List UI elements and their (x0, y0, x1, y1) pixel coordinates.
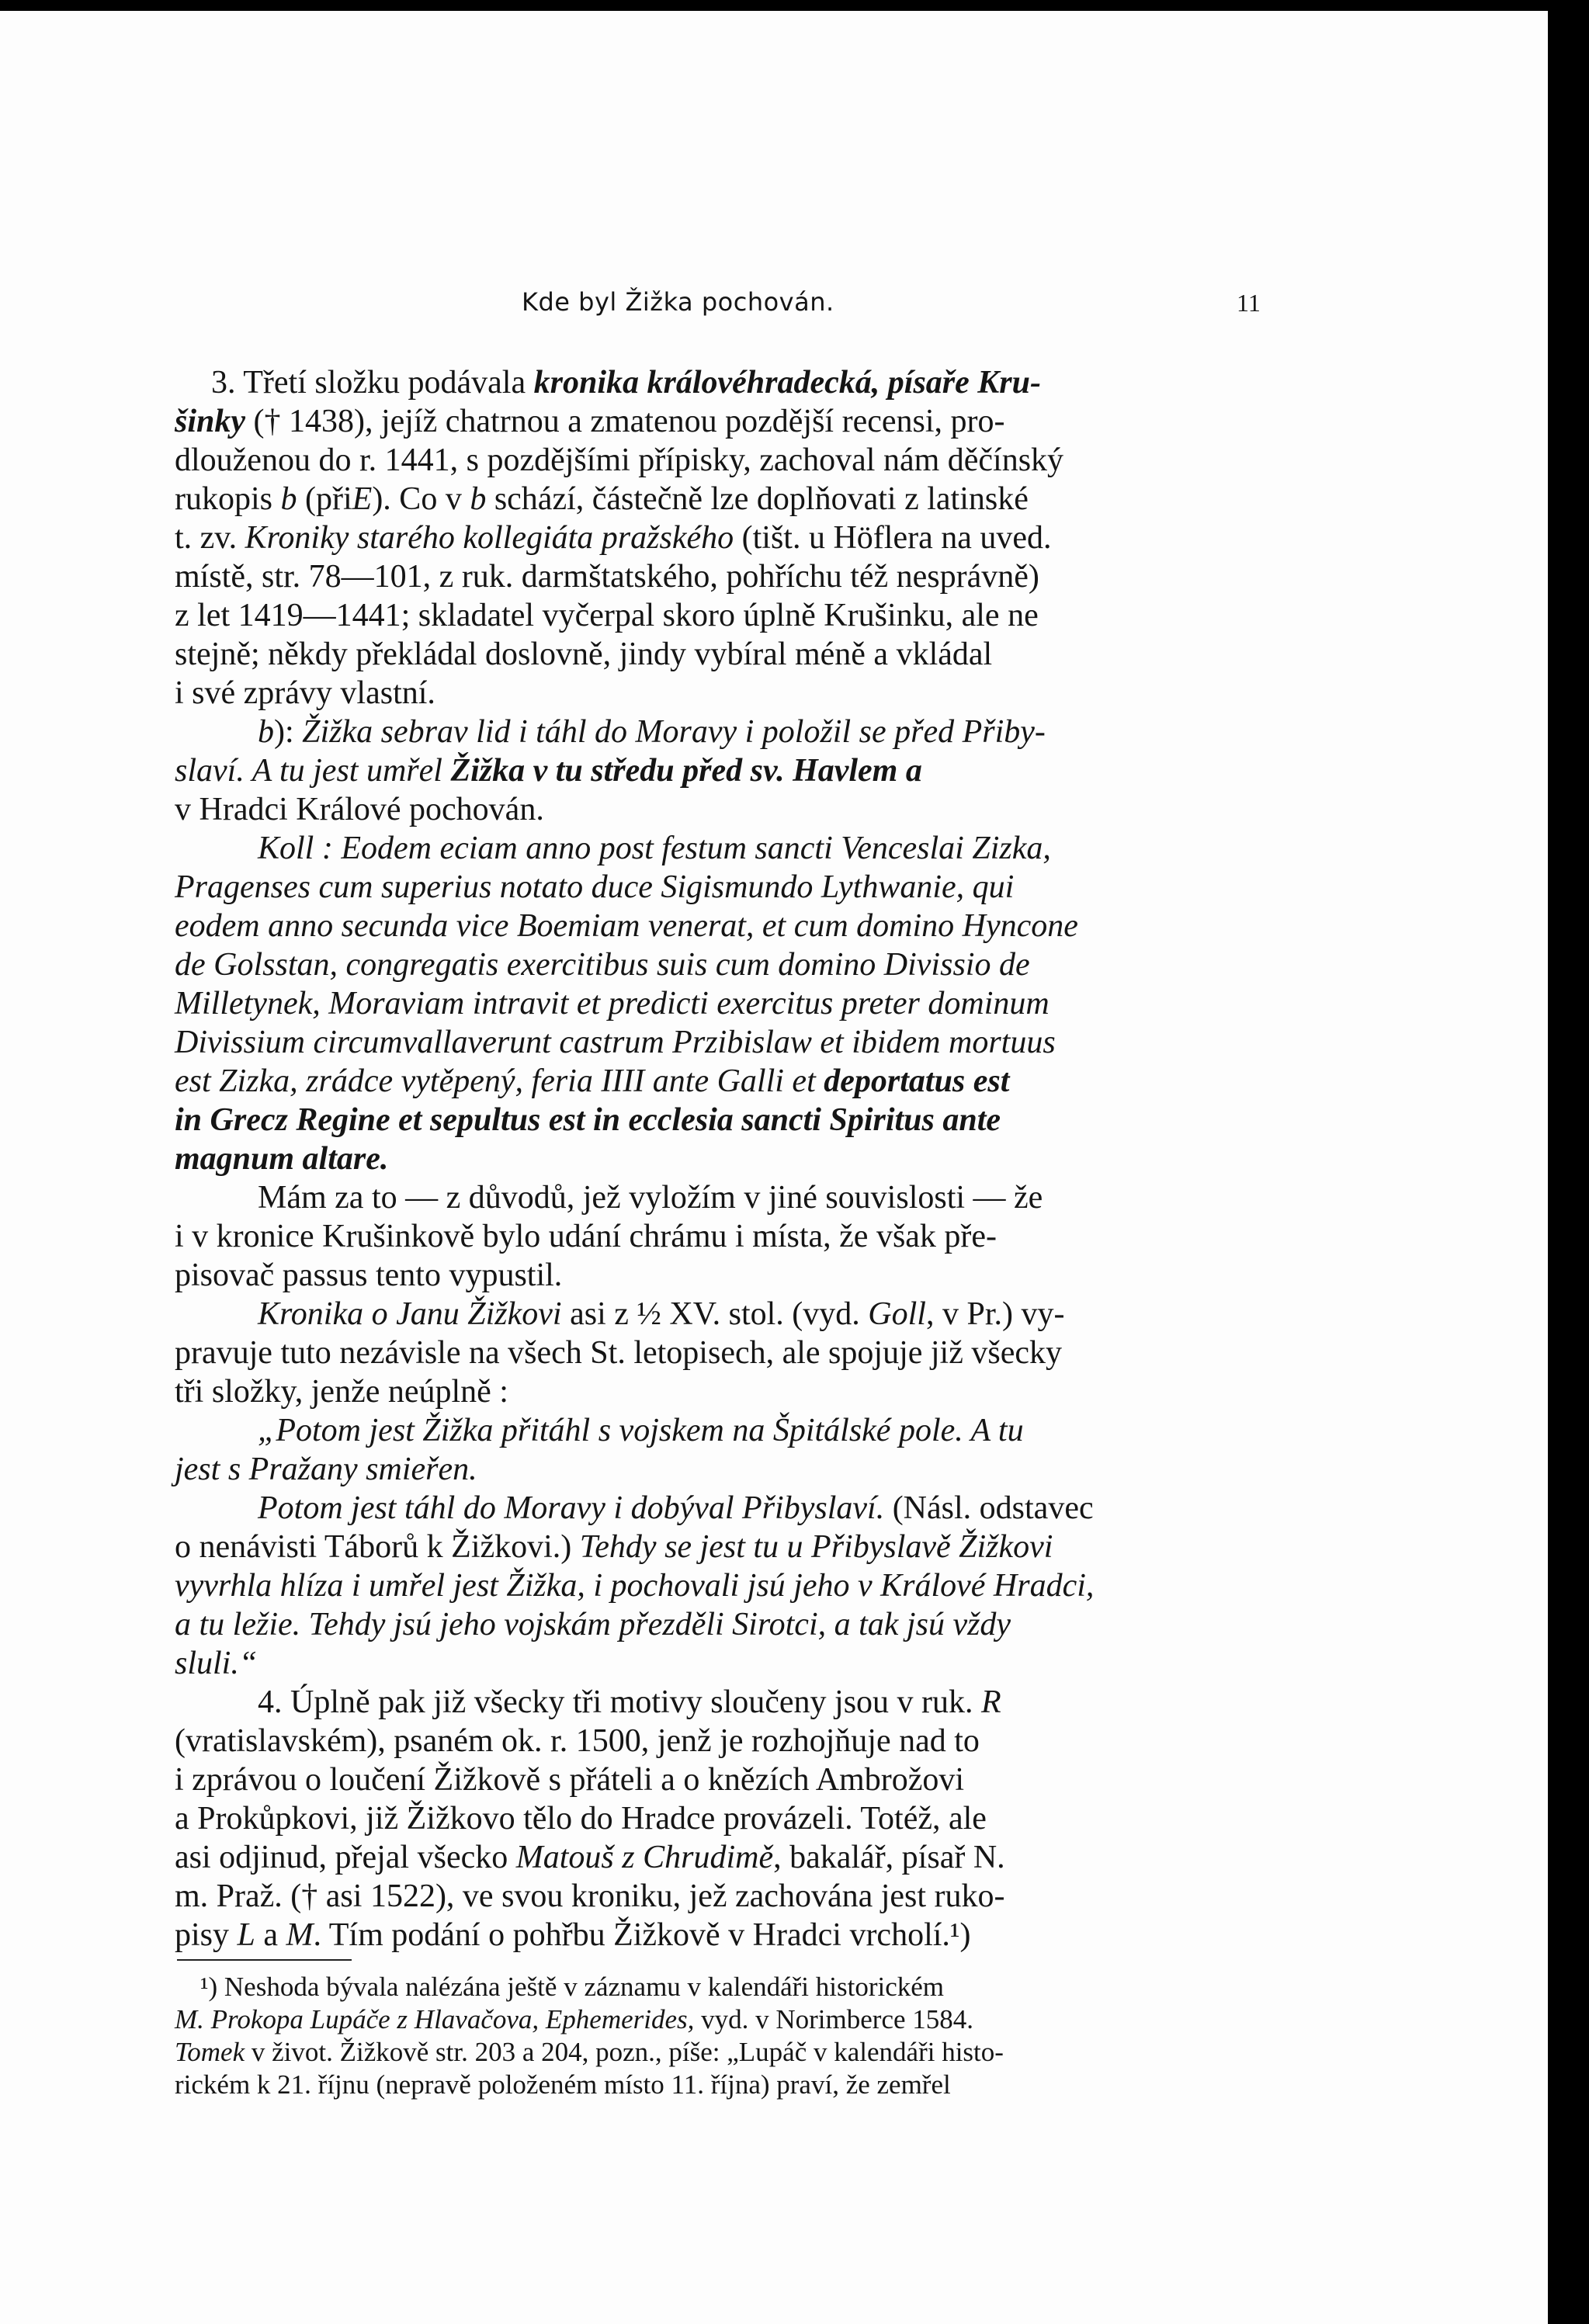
text-line: a tu ležie. Tehdy jsú jeho vojskám přezděli Sirotci, a tak jsú vždy (175, 1607, 1011, 1642)
text-line: Koll : Eodem eciam anno post festum sancti Venceslai Zizka, (258, 831, 1051, 866)
text-line: b): Žižka sebrav lid i táhl do Moravy i položil se před Přiby- (258, 714, 1046, 750)
text-line: rukopis b (přiE). Co v b schází, částečně lze doplňovati z latinské (175, 481, 1029, 517)
text-line: v Hradci Králové pochován. (175, 792, 544, 827)
text-line: slaví. A tu jest umřel Žižka v tu středu před sv. Havlem a (175, 753, 922, 789)
footnote-line: rickém k 21. říjnu (nepravě položeném místo 11. října) praví, že zemřel (175, 2069, 951, 2100)
text-line: in Grecz Regine et sepultus est in ecclesia sancti Spiritus ante (175, 1102, 1001, 1138)
text-line: est Zizka, zrádce vytěpený, feria IIII ante Galli et deportatus est (175, 1063, 1010, 1099)
text-line: i v kronice Krušinkově bylo udání chrámu i místa, že však pře- (175, 1219, 997, 1254)
text-line: dlouženou do r. 1441, s pozdějšími přípisky, zachoval nám děčínský (175, 442, 1064, 478)
text-line: asi odjinud, přejal všecko Matouš z Chrudimě, bakalář, písař N. (175, 1840, 1005, 1875)
text-line: „Potom jest Žižka přitáhl s vojskem na Špitálské pole. A tu (258, 1413, 1024, 1448)
text-line: Kronika o Janu Žižkovi asi z ½ XV. stol. (vyd. Goll, v Pr.) vy- (258, 1296, 1065, 1332)
text-line: tři složky, jenže neúplně : (175, 1374, 508, 1410)
footnote-rule (177, 1959, 352, 1961)
text-line: o nenávisti Táborů k Žižkovi.) Tehdy se jest tu u Přibyslavě Žižkovi (175, 1529, 1053, 1565)
text-line: a Prokůpkovi, již Žižkovo tělo do Hradce provázeli. Totéž, ale (175, 1801, 987, 1837)
text-line: de Golsstan, congregatis exercitibus suis cum domino Divissio de (175, 947, 1030, 983)
text-line: Milletynek, Moraviam intravit et predicti exercitus preter dominum (175, 986, 1050, 1022)
text-line: 3. Třetí složku podávala kronika královéhradecká, písaře Kru- (211, 365, 1041, 401)
text-line: pravuje tuto nezávisle na všech St. letopisech, ale spojuje již všecky (175, 1335, 1062, 1371)
text-line: Pragenses cum superius notato duce Sigismundo Lythwanie, qui (175, 869, 1015, 905)
text-line: jest s Pražany smieřen. (175, 1452, 477, 1487)
text-line: vyvrhla hlíza i umřel jest Žižka, i pochovali jsú jeho v Králové Hradci, (175, 1568, 1095, 1604)
text-line: 4. Úplně pak již všecky tři motivy sloučeny jsou v ruk. R (258, 1684, 1001, 1720)
scan-border-right (1548, 0, 1589, 2324)
text-line: pisovač passus tento vypustil. (175, 1257, 563, 1293)
running-title: Kde byl Žižka pochován. (522, 287, 834, 317)
text-line: pisy L a M. Tím podání o pohřbu Žižkově v Hradci vrcholí.¹) (175, 1917, 971, 1953)
footnote-line: Tomek v život. Žižkově str. 203 a 204, pozn., píše: „Lupáč v kalendáři histo- (175, 2037, 1004, 2067)
text-line: místě, str. 78—101, z ruk. darmštatského, pohříchu též nesprávně) (175, 559, 1039, 595)
text-line: Potom jest táhl do Moravy i dobýval Přibyslaví. (Násl. odstavec (258, 1490, 1094, 1526)
text-line: z let 1419—1441; skladatel vyčerpal skoro úplně Krušinku, ale ne (175, 598, 1039, 633)
text-line: i své zprávy vlastní. (175, 675, 435, 711)
text-line: Mám za to — z důvodů, jež vyložím v jiné souvislosti — že (258, 1180, 1043, 1216)
text-line: Divissium circumvallaverunt castrum Przibislaw et ibidem mortuus (175, 1025, 1056, 1060)
footnote-line: M. Prokopa Lupáče z Hlavačova, Ephemerides, vyd. v Norimberce 1584. (175, 2004, 974, 2034)
footnote-line: ¹) Neshoda bývala nalézána ještě v záznamu v kalendáři historickém (200, 1972, 945, 2002)
text-line: magnum altare. (175, 1141, 389, 1177)
scan-border-top (0, 0, 1589, 11)
text-line: sluli.“ (175, 1646, 258, 1681)
text-line: m. Praž. († asi 1522), ve svou kroniku, jež zachována jest ruko- (175, 1878, 1005, 1914)
text-line: t. zv. Kroniky starého kollegiáta pražského (tišt. u Höflera na uved. (175, 520, 1052, 556)
page-number: 11 (1237, 289, 1261, 317)
text-line: eodem anno secunda vice Boemiam venerat, et cum domino Hyncone (175, 908, 1078, 944)
text-line: i zprávou o loučení Žižkově s přáteli a o knězích Ambrožovi (175, 1762, 965, 1798)
text-line: šinky († 1438), jejíž chatrnou a zmatenou pozdější recensi, pro- (175, 404, 1005, 439)
text-line: stejně; někdy překládal doslovně, jindy vybíral méně a vkládal (175, 636, 993, 672)
text-line: (vratislavském), psaném ok. r. 1500, jenž je rozhojňuje nad to (175, 1723, 980, 1759)
